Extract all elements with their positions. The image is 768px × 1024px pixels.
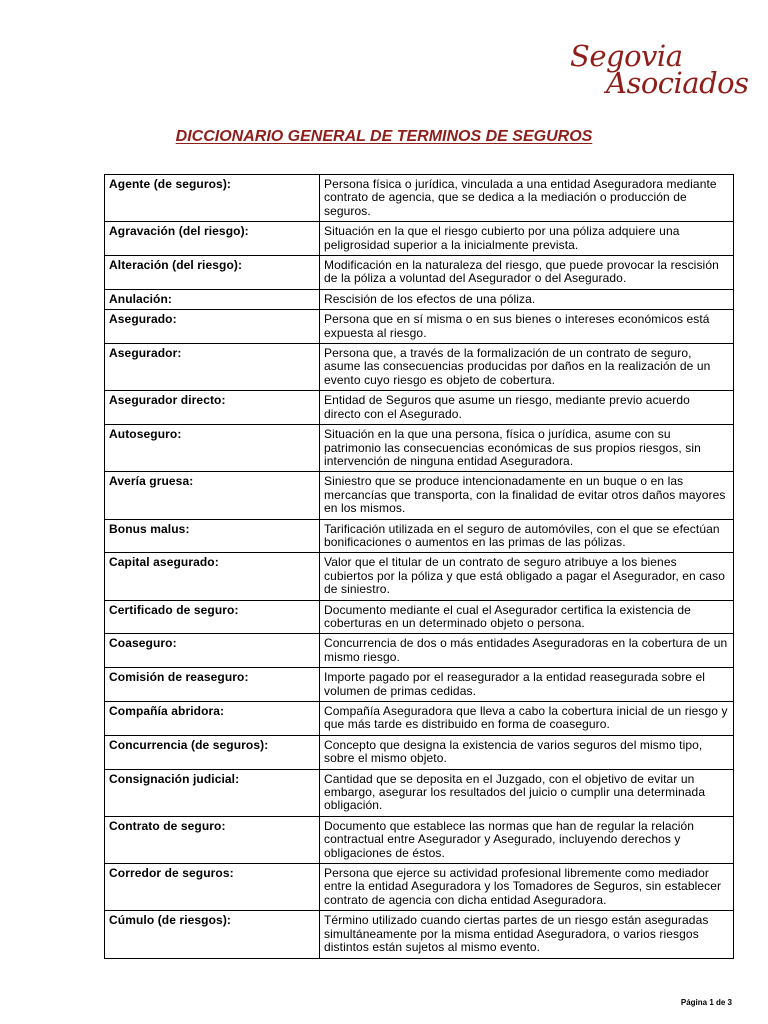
glossary-definition: Importe pagado por el reasegurador a la entidad reasegurada sobre el volumen de primas cedidas.	[320, 668, 734, 702]
glossary-row	[105, 425, 734, 472]
glossary-row	[105, 222, 734, 256]
glossary-definition: Persona que ejerce su actividad profesional libremente como mediador entre la entidad Aseguradora y los Tomadores de Seguros, sin establecer contrato de agencia con dicha entidad Aseguradora.	[320, 864, 734, 911]
glossary-row	[105, 816, 734, 863]
glossary-row	[105, 256, 734, 290]
glossary-row	[105, 344, 734, 391]
glossary-term: Asegurado:	[105, 310, 320, 344]
glossary-definition: Concurrencia de dos o más entidades Aseguradoras en la cobertura de un mismo riesgo.	[320, 634, 734, 668]
glossary-definition: Persona que en sí misma o en sus bienes o intereses económicos está expuesta al riesgo.	[320, 310, 734, 344]
glossary-row	[105, 735, 734, 769]
glossary-row	[105, 668, 734, 702]
glossary-row	[105, 553, 734, 600]
glossary-definition: Término utilizado cuando ciertas partes de un riesgo están aseguradas simultáneamente por la misma entidad Aseguradora, o varios riesgos distintos están sujetos al mismo evento.	[320, 911, 734, 958]
glossary-row	[105, 391, 734, 425]
glossary-definition: Cantidad que se deposita en el Juzgado, con el objetivo de evitar un embargo, asegurar los resultados del juicio o cumplir una determinada obligación.	[320, 769, 734, 816]
glossary-body	[105, 175, 734, 959]
glossary-row	[105, 634, 734, 668]
glossary-row	[105, 310, 734, 344]
logo-text-asociados: Asociados	[606, 66, 749, 100]
glossary-row	[105, 864, 734, 911]
glossary-term: Coaseguro:	[105, 634, 320, 668]
glossary-row	[105, 702, 734, 736]
glossary-definition: Situación en la que una persona, física o jurídica, asume con su patrimonio las consecuencias económicas de sus propios riesgos, sin intervención de ninguna entidad Aseguradora.	[320, 425, 734, 472]
glossary-term: Agravación (del riesgo):	[105, 222, 320, 256]
glossary-term: Agente (de seguros):	[105, 175, 320, 222]
glossary-table	[104, 174, 734, 959]
glossary-row	[105, 911, 734, 958]
glossary-term: Certificado de seguro:	[105, 600, 320, 634]
glossary-row	[105, 519, 734, 553]
glossary-row	[105, 175, 734, 222]
glossary-term: Anulación:	[105, 289, 320, 309]
glossary-term: Concurrencia (de seguros):	[105, 735, 320, 769]
page-number: Página 1 de 3	[680, 998, 732, 1007]
glossary-definition: Documento que establece las normas que han de regular la relación contractual entre Asegurador y Asegurado, incluyendo derechos y obligaciones de éstos.	[320, 816, 734, 863]
glossary-definition: Compañía Aseguradora que lleva a cabo la cobertura inicial de un riesgo y que más tarde es distribuido en forma de coaseguro.	[320, 702, 734, 736]
glossary-definition: Modificación en la naturaleza del riesgo, que puede provocar la rescisión de la póliza a voluntad del Asegurador o del Asegurado.	[320, 256, 734, 290]
glossary-term: Consignación judicial:	[105, 769, 320, 816]
glossary-row	[105, 769, 734, 816]
logo-text-segovia: Segovia	[570, 39, 683, 73]
glossary-definition: Entidad de Seguros que asume un riesgo, mediante previo acuerdo directo con el Asegurado.	[320, 391, 734, 425]
glossary-definition: Persona física o jurídica, vinculada a una entidad Aseguradora mediante contrato de agencia, que se dedica a la mediación o producción de seguros.	[320, 175, 734, 222]
glossary-term: Capital asegurado:	[105, 553, 320, 600]
glossary-term: Avería gruesa:	[105, 472, 320, 519]
glossary-row	[105, 289, 734, 309]
glossary-term: Asegurador:	[105, 344, 320, 391]
glossary-definition: Situación en la que el riesgo cubierto por una póliza adquiere una peligrosidad superior a la inicialmente prevista.	[320, 222, 734, 256]
glossary-term: Asegurador directo:	[105, 391, 320, 425]
glossary-term: Compañía abridora:	[105, 702, 320, 736]
glossary-term: Cúmulo (de riesgos):	[105, 911, 320, 958]
glossary-term: Comisión de reaseguro:	[105, 668, 320, 702]
glossary-row	[105, 600, 734, 634]
glossary-definition: Persona que, a través de la formalización de un contrato de seguro, asume las consecuencias producidas por daños en la realización de un evento cuyo riesgo es objeto de cobertura.	[320, 344, 734, 391]
glossary-definition: Valor que el titular de un contrato de seguro atribuye a los bienes cubiertos por la póliza y que está obligado a pagar el Asegurador, en caso de siniestro.	[320, 553, 734, 600]
glossary-definition: Siniestro que se produce intencionadamente en un buque o en las mercancías que transporta, con la finalidad de evitar otros daños mayores en los mismos.	[320, 472, 734, 519]
glossary-definition: Rescisión de los efectos de una póliza.	[320, 289, 734, 309]
glossary-definition: Documento mediante el cual el Asegurador certifica la existencia de coberturas en un determinado objeto o persona.	[320, 600, 734, 634]
document-title: DICCIONARIO GENERAL DE TERMINOS DE SEGUROS	[175, 128, 593, 145]
glossary-row	[105, 472, 734, 519]
glossary-term: Corredor de seguros:	[105, 864, 320, 911]
glossary-term: Bonus malus:	[105, 519, 320, 553]
glossary-term: Autoseguro:	[105, 425, 320, 472]
company-logo	[560, 39, 749, 102]
glossary-term: Contrato de seguro:	[105, 816, 320, 863]
glossary-definition: Tarificación utilizada en el seguro de automóviles, con el que se efectúan bonificaciones o aumentos en las primas de las pólizas.	[320, 519, 734, 553]
glossary-term: Alteración (del riesgo):	[105, 256, 320, 290]
glossary-definition: Concepto que designa la existencia de varios seguros del mismo tipo, sobre el mismo objeto.	[320, 735, 734, 769]
